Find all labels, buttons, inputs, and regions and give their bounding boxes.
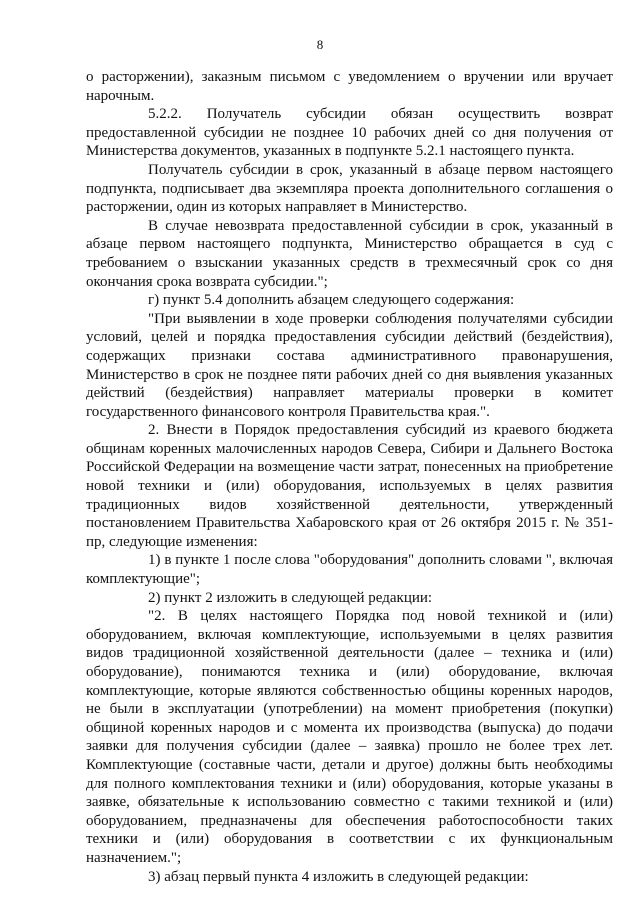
page-number: 8 xyxy=(316,37,324,52)
paragraph: 2. Внести в Порядок предоставления субсидий из краевого бюджета общинам коренных малочисленных народов Севера, Сибири и Дальнего Востока Российской Федерации на возмещение части затрат, понесенных на приобретение новой техники и (или) оборудования, используемых в целях развития традиционных видов хозяйственной деятельности, утвержденный постановлением Правительства Хабаровского края от 26 октября 2015 г. № 351-пр, следующие изменения: xyxy=(86,422,613,550)
paragraph: 1) в пункте 1 после слова "оборудования" дополнить словами ", включая комплектующие"; xyxy=(86,552,613,588)
paragraph: г) пункт 5.4 дополнить абзацем следующего содержания: xyxy=(148,292,515,309)
paragraph: о расторжении), заказным письмом с уведомлением о вручении или вручает нарочным. xyxy=(86,69,613,104)
paragraph: "При выявлении в ходе проверки соблюдения получателями субсидии условий, целей и порядка предоставления субсидии действий (бездействия), содержащих признаки состава административного правонарушения, Министерство в срок не позднее пяти рабочих дней со дня выявления указанных действий (бездействия) направляет материалы проверки в комитет государственного финансового контроля Правительства края.". xyxy=(86,310,613,420)
paragraph: В случае невозврата предоставленной субсидии в срок, указанный в абзаце первом настоящего подпункта, Министерство обращается в суд с требованием о взыскании указанных средств в трехмесячный срок со дня окончания срока возврата субсидии."; xyxy=(86,217,613,290)
paragraph: Получатель субсидии в срок, указанный в абзаце первом настоящего подпункта, подписывает два экземпляра проекта дополнительного соглашения о расторжении, один из которых направляет в Министерство. xyxy=(86,161,613,216)
paragraph: "2. В целях настоящего Порядка под новой техникой и (или) оборудованием, включая комплектующие, используемыми в целях развития видов традиционной хозяйственной деятельности (далее – техника и (или) оборудование), понимаются техника и (или) оборудование, включая комплектующие, которые являются собственностью общины коренных народов, не были в эксплуатации (употреблении) на момент приобретения (покупки) общиной коренных народов и с момента их производства (выпуска) до подачи заявки для получения субсидии (далее – заявка) прошло не более трех лет. Комплектующие (составные части, детали и другое) должны быть необходимы для полного комплектования техники и (или) оборудования, которые указаны в заявке, обязательные к использованию совместно с такими техникой и (или) оборудованием, предназначены для обеспечения работоспособности таких техники и (или) оборудования в соответствии с их функциональным назначением."; xyxy=(86,608,613,866)
paragraph: 3) абзац первый пункта 4 изложить в следующей редакции: xyxy=(148,868,529,885)
paragraph: 2) пункт 2 изложить в следующей редакции: xyxy=(148,589,433,606)
document-body xyxy=(86,68,613,886)
paragraph: 5.2.2. Получатель субсидии обязан осуществить возврат предоставленной субсидии не позднее 10 рабочих дней со дня получения от Министерства документов, указанных в подпункте 5.2.1 настоящего пункта. xyxy=(86,106,613,160)
